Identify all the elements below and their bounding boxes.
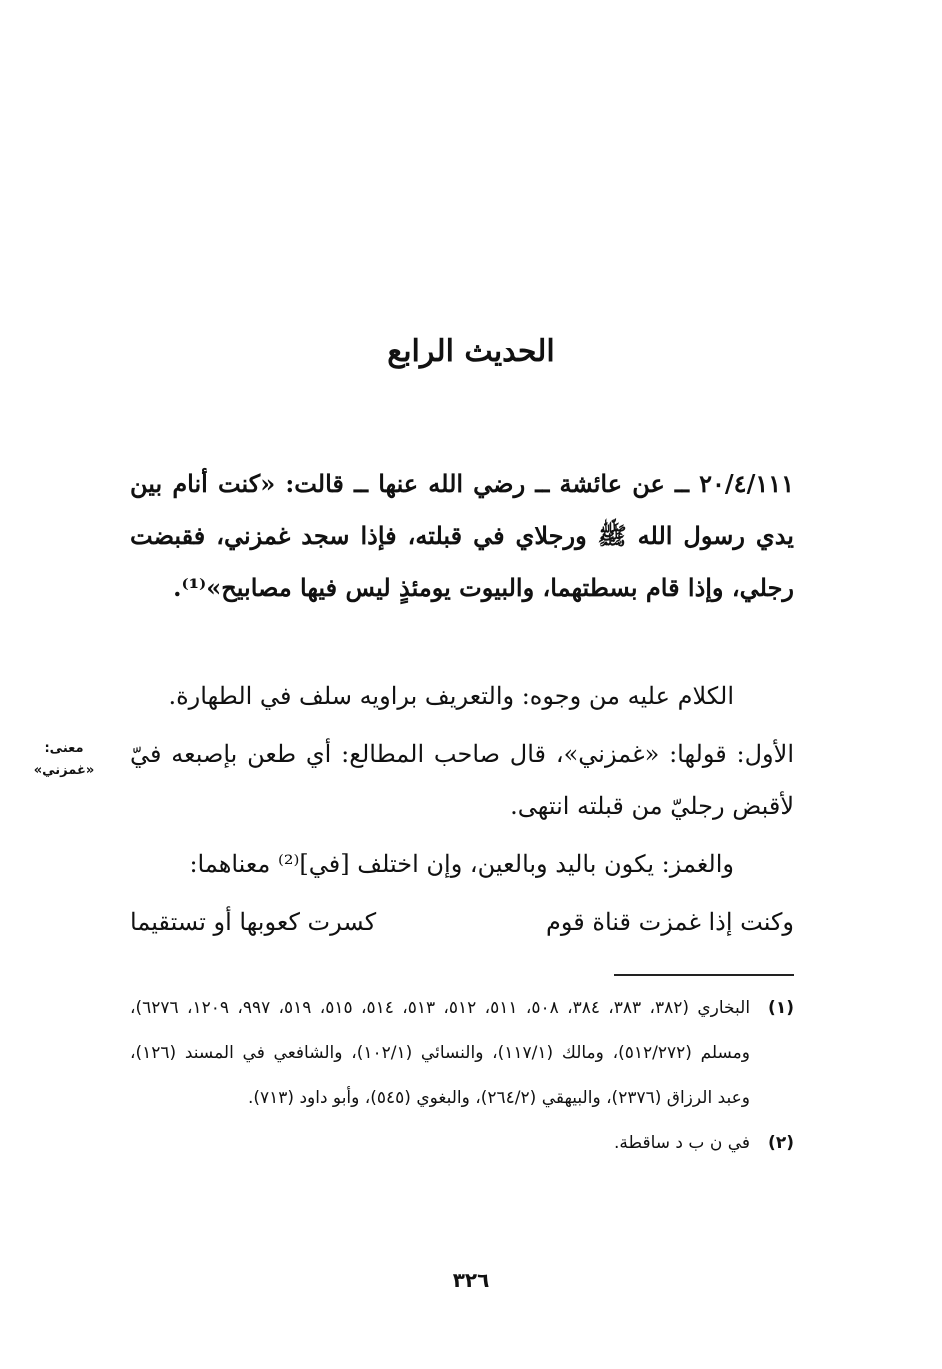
- hadith-text: ٢٠/٤/١١١ ــ عن عائشة ــ رضي الله عنها ــ قالت: «كنت أنام بين يدي رسول الله ﷺ ورجلاي في قبلته، فإذا سجد غمزني، فقبضت رجلي، وإذا قام بسطتهما، والبيوت يومئذٍ ليس فيها مصابيح»⁽¹⁾.: [130, 469, 794, 602]
- footnote-1: [130, 986, 794, 1121]
- paragraph-kalam: الكلام عليه من وجوه: والتعريف براويه سلف في الطهارة.: [168, 682, 734, 710]
- verse-first-hemistich: وكنت إذا غمزت قناة قوم: [546, 908, 794, 936]
- footnote-text: في ن ب د ساقطة.: [614, 1133, 750, 1153]
- footnote-number: (١): [768, 998, 794, 1018]
- page-number: ٣٢٦: [452, 1268, 490, 1292]
- margin-note-line2: «غمزني»: [33, 763, 95, 778]
- chapter-title: الحديث الرابع: [387, 334, 555, 369]
- footnote-text: البخاري (٣٨٢، ٣٨٣، ٣٨٤، ٥٠٨، ٥١١، ٥١٢، ٥١٣، ٥١٤، ٥١٥، ٥١٩، ٩٩٧، ١٢٠٩، ٦٢٧٦)، ومسلم (٥١٢/٢٧٢)، ومالك (١١٧/١)، والنسائي (١٠٢/١)، والشافعي في المسند (١٢٦)، وعبد الرزاق (٢٣٧٦)، والبيهقي (٢٦٤/٢)، والبغوي (٥٤٥)، وأبو داود (٧١٣).: [130, 998, 751, 1108]
- footnote-number: (٢): [768, 1133, 794, 1153]
- paragraph-ghamz: والغمز: يكون باليد وبالعين، وإن اختلف [في]⁽²⁾ معناهما:: [189, 850, 734, 878]
- margin-note: [14, 738, 114, 782]
- footnotes: [130, 986, 794, 1166]
- footnote-2: [130, 1121, 794, 1166]
- margin-note-line1: معنى:: [44, 741, 84, 756]
- paragraph-awwal: الأول: قولها: «غمزني»، قال صاحب المطالع: أي طعن بإصبعه فيّ لأقبض رجليّ من قبلته انتهى.: [130, 740, 794, 820]
- poetry-verse: [130, 896, 794, 948]
- verse-second-hemistich: كسرت كعوبها أو تستقيما: [130, 908, 377, 936]
- footnote-divider: [614, 974, 794, 976]
